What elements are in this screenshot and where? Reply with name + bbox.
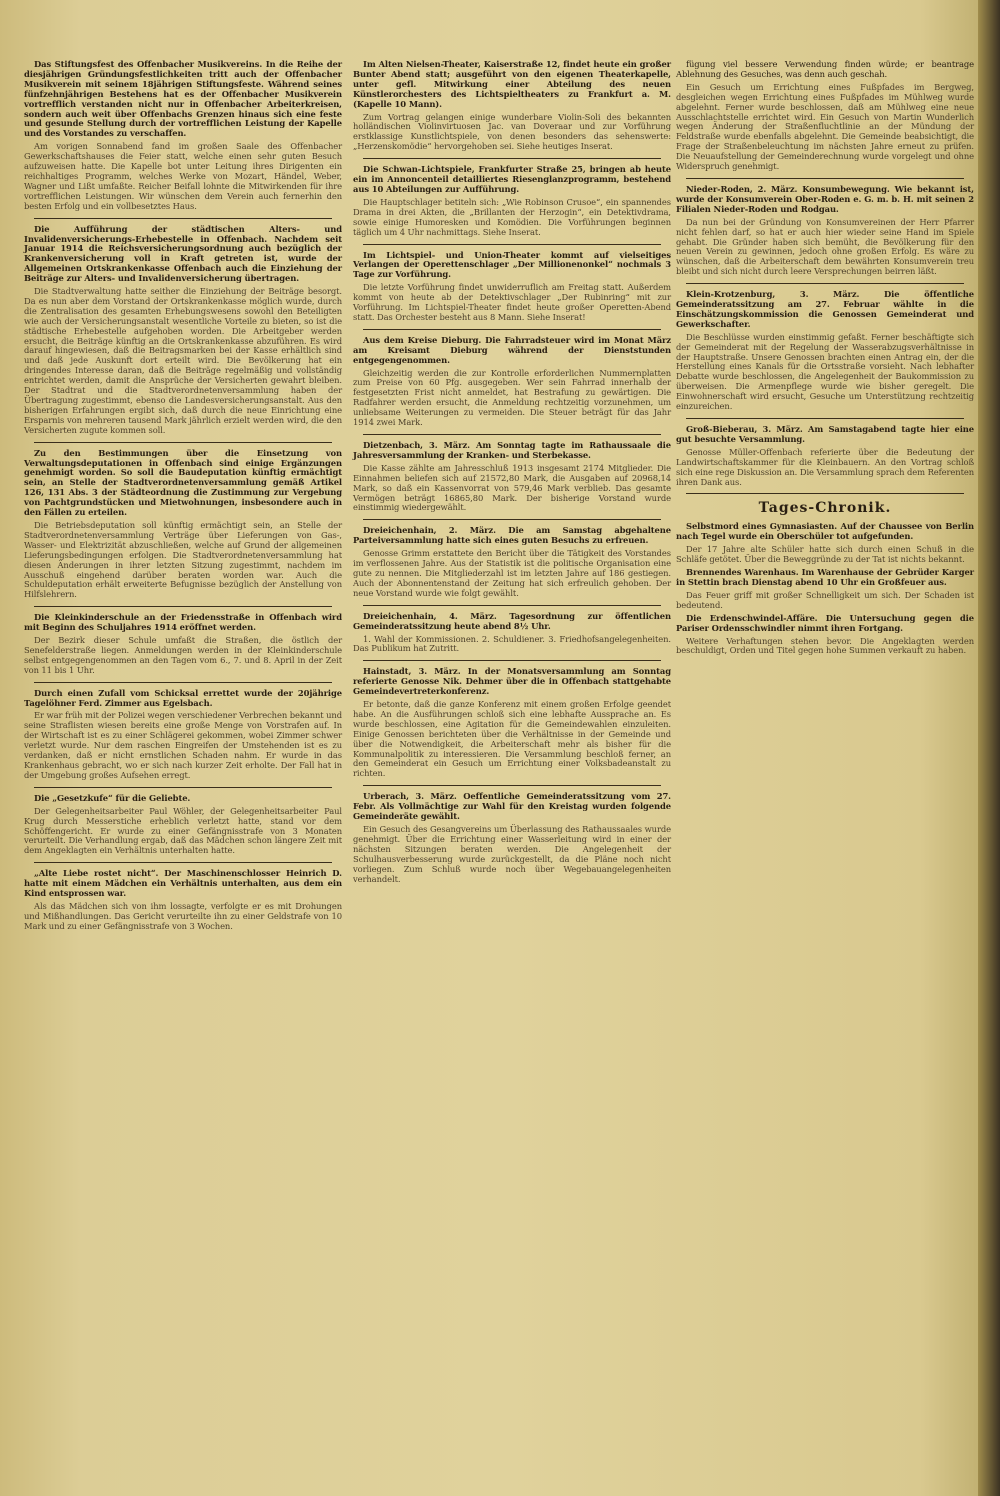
article-dreieichenhain-1-cont: Genosse Grimm erstattete den Bericht über die Tätigkeit des Vorstandes im verflossenen Jahre. Aus der Statistik ist die politische Organisation eine gute zu nennen. Die Mitgliederzahl ist im letzten Jahre auf 186 gestiegen. Auch der Abonnentenstand der Zeitung hat sich erfreulich gehoben. Der neue Vorstand wurde wie folgt gewählt. [353,548,671,598]
divider [363,660,661,661]
article-erdenschwindel-cont: Weitere Verhaftungen stehen bevor. Die Angeklagten werden beschuldigt, Orden und Titel gegen hohe Summen verkauft zu haben. [676,635,974,656]
divider [686,418,964,419]
article-dreieichenhain-1: Dreieichenhain, 2. März. Die am Samstag abgehaltene Parteiversammlung hatte sich eines guten Besuchs zu erfreuen. [353,525,671,546]
article-stiftungsfest-cont: Am vorigen Sonnabend fand im großen Saale des Offenbacher Gewerkschaftshauses die Feier statt, welche einen sehr guten Besuch aufzuweisen hatte. Die Kapelle bot unter Leitung ihres Dirigenten ein reichhaltiges Programm, welches Werke von Mozart, Händel, Weber, Wagner und Lißt umfaßte. Reicher Beifall lohnte die Mitwirkenden für ihre vortrefflichen Leistungen. Wir wünschen dem Verein auch fernerhin den besten Erfolg und ein vollbesetztes Haus. [24,141,342,211]
divider [34,606,332,607]
article-gross-bieberau: Groß-Bieberau, 3. März. Am Samstagabend tagte hier eine gut besuchte Versammlung. [676,424,974,444]
page-edge [978,0,1000,1496]
article-selbstmord-cont: Der 17 Jahre alte Schüler hatte sich durch einen Schuß in die Schläfe getötet. Über die Beweggründe zu der Tat ist nichts bekannt. [676,544,974,565]
column-3 [676,60,974,659]
article-kreis-dieburg-cont: Gleichzeitig werden die zur Kontrolle erforderlichen Nummernplatten zum Preise von 60 Pfg. ausgegeben. Wer sein Fahrrad innerhalb der festgesetzten Frist nicht anmeldet, hat Bestrafung zu gewärtigen. Die Radfahrer werden ersucht, die Anmeldung rechtzeitig vorzunehmen, um unliebsame Weiterungen zu vermeiden. Die Steuer beträgt für das Jahr 1914 zwei Mark. [353,367,671,428]
article-zufall-cont: Er war früh mit der Polizei wegen verschiedener Verbrechen bekannt und seine Straflisten wiesen bereits eine große Menge von Vorstrafen auf. In der Wirtschaft ist es zu einer Schlägerei gekommen, wobei Zimmer schwer verletzt wurde. Nur dem raschen Eingreifen der Umstehenden ist es zu verdanken, daß er nicht ernstlichen Schaden nahm. Er wurde in das Krankenhaus gebracht, wo er sich nach kurzer Zeit erholte. Der Fall hat in der Umgebung großes Aufsehen erregt. [24,710,342,780]
article-dreieichenhain-2-cont: 1. Wahl der Kommissionen. 2. Schuldiener. 3. Friedhofsangelegenheiten. Das Publikum hat Zutritt. [353,633,671,654]
article-erdenschwindel: Die Erdenschwindel-Affäre. Die Untersuchung gegen die Pariser Ordensschwindler nimmt ihren Fortgang. [676,612,974,633]
divider [34,442,332,443]
divider [34,862,332,863]
article-union-theater: Im Lichtspiel- und Union-Theater kommt auf vielseitiges Verlangen der Operettenschlager „Der Millionenonkel“ nochmals 3 Tage zur Vorführung. [353,249,671,280]
article-hainstadt-cont: Er betonte, daß die ganze Konferenz mit einem großen Erfolge geendet habe. An die Ausführungen schloß sich eine lebhafte Aussprache an. Es wurde beschlossen, eine Agitation für die Gemeindewahlen einzuleiten. Einige Genossen berichteten über die Verhältnisse in der Gemeinde und über die Notwendigkeit, die Arbeiterschaft mehr als bisher für die Kommunalpolitik zu interessieren. Die Versammlung beschloß ferner, an den Gemeinderat ein Gesuch um Errichtung einer Volksbadeanstalt zu richten. [353,699,671,779]
article-invalidenversicherung-cont: Die Stadtverwaltung hatte seither die Einziehung der Beiträge besorgt. Da es nun aber dem Vorstand der Ortskrankenkasse möglich wurde, durch die Zentralisation des gesamten Erhebungswesens sowohl den Beteiligten wie auch der Versicherungsanstalt wesentliche Vorteile zu bieten, so ist die städtische Erhebestelle aufgehoben worden. Die Arbeitgeber werden ersucht, die Beiträge künftig an die Ortskrankenkasse abzuführen. Es wird darauf hingewiesen, daß die Beitragsmarken bei der Kasse erhältlich sind und daß jede Auskunft dort erteilt wird. Die Bevölkerung hat ein dringendes Interesse daran, daß die Beiträge regelmäßig und vollständig entrichtet werden, damit die Ansprüche der Versicherten gewahrt bleiben. Der Stadtrat und die Stadtverordnetenversammlung haben der Übertragung zugestimmt, ebenso die Landesversicherungsanstalt. Aus den bisherigen Erfahrungen ergibt sich, daß durch die neue Einrichtung eine Ersparnis von mehreren tausend Mark jährlich erzielt werden wird, die den Versicherten zugute kommen soll. [24,286,342,435]
divider [686,493,964,494]
article-nieder-roden-cont: Da nun bei der Gründung von Konsumvereinen der Herr Pfarrer nicht fehlen darf, so hat er auch hier wieder seine Hand im Spiele gehabt. Die Gründer haben sich bemüht, die Bevölkerung für den neuen Verein zu gewinnen, jedoch ohne großen Erfolg. Es wäre zu wünschen, daß die Arbeiterschaft dem bewährten Konsumverein treu bleibt und sich nicht durch leere Versprechungen beirren läßt. [676,216,974,277]
article-zufall: Durch einen Zufall vom Schicksal errettet wurde der 20jährige Tagelöhner Ferd. Zimmer aus Egelsbach. [24,687,342,708]
article-kleinkinderschule-cont: Der Bezirk dieser Schule umfaßt die Straßen, die östlich der Senefelderstraße liegen. Anmeldungen werden in der Kleinkinderschule selbst entgegengenommen an den Tagen vom 6., 7. und 8. April in der Zeit von 11 bis 1 Uhr. [24,635,342,675]
article-warenhaus: Brennendes Warenhaus. Im Warenhause der Gebrüder Karger in Stettin brach Dienstag abend 10 Uhr ein Großfeuer aus. [676,567,974,587]
article-continued: fügung viel bessere Verwendung finden würde; er beantrage Ablehnung des Gesuches, was denn auch geschah. [676,59,974,79]
article-verwaltungsdeputationen: Zu den Bestimmungen über die Einsetzung von Verwaltungsdeputationen in Offenbach sind einige Ergänzungen genehmigt worden. So soll die Baudeputation künftig ermächtigt sein, an Stelle der Stadtverordnetenversammlung gemäß Artikel 126, 131 Abs. 3 der Städteordnung die Zustimmung zur Vergebung von Pachtgrundstücken und Mietwohnungen, insbesondere auch in den Fällen zu erteilen. [24,447,342,518]
article-klein-krotzenburg-cont: Die Beschlüsse wurden einstimmig gefaßt. Ferner beschäftigte sich der Gemeinderat mit der Regelung der Wasserabzugsverhältnisse in der Hauptstraße. Unsere Genossen brachten einen Antrag ein, der die Herstellung eines Kanals für die Ortsstraße vorsieht. Nach lebhafter Debatte wurde beschlossen, die Angelegenheit der Baukommission zu überweisen. Die Armenpflege wurde wie bisher geregelt. Die Einwohnerschaft wird ersucht, Gesuche um Unterstützung rechtzeitig einzureichen. [676,331,974,412]
divider [363,519,661,520]
article-urberach-cont: Ein Gesuch des Gesangvereins um Überlassung des Rathaussaales wurde genehmigt. Über die Errichtung einer Wasserleitung wird in einer der nächsten Sitzungen beraten werden. Die Angelegenheit der Schulhausverbesserung wurde zurückgestellt, da die Pläne noch nicht vorliegen. Zum Schluß wurde noch über Wegebauangelegenheiten verhandelt. [353,824,671,884]
article-nieder-roden: Nieder-Roden, 2. März. Konsumbewegung. Wie bekannt ist, wurde der Konsumverein Ober-Roden e. G. m. b. H. mit seinen 2 Filialen Nieder-Roden und Rodgau. [676,183,974,214]
divider [363,785,661,786]
section-title-tages-chronik: Tages-Chronik. [758,500,892,517]
article-union-theater-cont: Die letzte Vorführung findet unwiderruflich am Freitag statt. Außerdem kommt von heute ab der Detektivschlager „Der Rubinring“ mit zur Vorführung. Im Lichtspiel-Theater findet heute großer Operetten-Abend statt. Das Orchester besteht aus 8 Mann. Siehe Inserat! [353,282,671,322]
divider [34,682,332,683]
article-gross-bieberau-cont: Genosse Müller-Offenbach referierte über die Bedeutung der Landwirtschaftskammer für die Kleinbauern. An den Vortrag schloß sich eine rege Diskussion an. Die Versammlung sprach dem Referenten ihren Dank aus. [676,446,974,487]
article-gesetzkufe: Die „Gesetzkufe“ für die Geliebte. [34,792,191,803]
article-dietzenbach: Dietzenbach, 3. März. Am Sonntag tagte im Rathaussaale die Jahresversammlung der Kranken- und Sterbekasse. [353,440,671,460]
article-alte-liebe-cont: Als das Mädchen sich von ihm lossagte, verfolgte er es mit Drohungen und Mißhandlungen. Das Gericht verurteilte ihn zu einer Geldstrafe von 10 Mark und zu einer Gefängnisstrafe von 3 Wochen. [24,900,342,931]
article-nielsen-theater: Im Alten Nielsen-Theater, Kaiserstraße 12, findet heute ein großer Bunter Abend statt; ausgeführt von den eigenen Theaterkapelle, unter gefl. Mitwirkung einer Abteilung des neuen Künstlerorchesters des Lichtspieltheaters zu Frankfurt a. M. (Kapelle 10 Mann). [353,59,671,109]
divider [363,605,661,606]
article-warenhaus-cont: Das Feuer griff mit großer Schnelligkeit um sich. Der Schaden ist bedeutend. [676,589,974,610]
divider [363,158,661,159]
article-schwan-lichtspiele: Die Schwan-Lichtspiele, Frankfurter Straße 25, bringen ab heute ein im Annoncenteil detailliertes Riesenglanzprogramm, bestehend aus 10 Abteilungen zur Aufführung. [353,164,671,194]
column-2 [353,60,671,887]
divider [363,244,661,245]
divider [686,283,964,284]
divider [34,787,332,788]
article-gesetzkufe-cont: Der Gelegenheitsarbeiter Paul Wöhler, der Gelegenheitsarbeiter Paul Krug durch Messerstiche erheblich verletzt hatte, stand vor dem Schöffengericht. Er wurde zu einer Gefängnisstrafe von 3 Monaten verurteilt. Die Verhandlung ergab, daß das Mädchen schon längere Zeit mit dem Angeklagten ein Verhältnis unterhalten hatte. [24,805,342,856]
article-urberach: Urberach, 3. März. Oeffentliche Gemeinderatssitzung vom 27. Febr. Als Vollmächtige zur Wahl für den Kreistag wurden folgende Gemeinderäte gewählt. [353,791,671,822]
article-stiftungsfest: Das Stiftungsfest des Offenbacher Musikvereins. In die Reihe der diesjährigen Gründungsfestlichkeiten tritt auch der Offenbacher Musikverein mit seinem 18jährigen Stiftungsfeste. Während seines fünfzehnjährigen Bestehens hat es der Offenbacher Musikverein vortrefflich verstanden nicht nur in Offenbacher Arbeiterkreisen, sondern auch weit über Offenbachs Grenzen hinaus sich eine feste und gesunde Stellung durch der vortrefflichen Leistung der Kapelle und des Vorstandes zu verschaffen. [24,59,342,139]
article-nielsen-theater-cont: Zum Vortrag gelangen einige wunderbare Violin-Soli des bekannten holländischen Violinvirtuosen Jac. van Doveraar und zur Vorführung erstklassige Kunstlichtspiele, von denen besonders das sehenswerte: „Herzenskomödie“ hervorgehoben sei. Siehe heutiges Inserat. [353,111,671,152]
divider [363,434,661,435]
divider [686,178,964,179]
article-klein-krotzenburg: Klein-Krotzenburg, 3. März. Die öffentliche Gemeinderatssitzung am 27. Februar wählte in die Einschätzungskommission die Genossen Gemeinderat und Gewerkschafter. [676,289,974,329]
article-alte-liebe: „Alte Liebe rostet nicht“. Der Maschinenschlosser Heinrich D. hatte mit einem Mädchen ein Verhältnis unterhalten, aus dem ein Kind entsprossen war. [24,868,342,899]
article-continued-cont: Ein Gesuch um Errichtung eines Fußpfades im Bergweg, desgleichen wegen Errichtung eines Fußpfades im Mühlweg wurde abgelehnt. Ferner wurde beschlossen, daß am Mühlweg eine neue Ausschlachtstelle errichtet wird. Ein Gesuch von Martin Wunderlich wegen Änderung der Straßenfluchtlinie an der Mündung der Feldstraße wurde ebenfalls abgelehnt. Die Gemeinde beabsichtigt, die Frage der Straßenbeleuchtung im nächsten Jahre erneut zu prüfen. Die Neuaufstellung der Gemeinderechnung wurde vorgelegt und ohne Widerspruch genehmigt. [676,81,974,172]
article-kreis-dieburg: Aus dem Kreise Dieburg. Die Fahrradsteuer wird im Monat März am Kreisamt Dieburg während der Dienststunden entgegengenommen. [353,334,671,365]
article-dietzenbach-cont: Die Kasse zählte am Jahresschluß 1913 insgesamt 2174 Mitglieder. Die Einnahmen beliefen sich auf 21572,80 Mark, die Ausgaben auf 20968,14 Mark, so daß ein Kassenvorrat von 579,46 Mark verblieb. Das gesamte Vermögen beträgt 16865,80 Mark. Der bisherige Vorstand wurde einstimmig wiedergewählt. [353,462,671,513]
article-invalidenversicherung: Die Aufführung der städtischen Alters- und Invalidenversicherungs-Erhebestelle in Offenbach. Nachdem seit Januar 1914 die Reichsversicherungsordnung auch bezüglich der Krankenversicherung voll in Kraft getreten ist, wurde der Allgemeinen Ortskrankenkasse Offenbach auch die Einziehung der Beiträge zur Alters- und Invalidenversicherung übertragen. [24,223,342,284]
divider [363,329,661,330]
article-verwaltungsdeputationen-cont: Die Betriebsdeputation soll künftig ermächtigt sein, an Stelle der Stadtverordnetenversammlung Verträge über Lieferungen von Gas-, Wasser- und Elektrizität abzuschließen, welche auf Grund der allgemeinen Lieferungsbedingungen erfolgen. Die Stadtverordnetenversammlung hat diesen Änderungen in ihrer letzten Sitzung zugestimmt, nachdem im Ausschuß eingehend darüber beraten worden war. Auch die Schuldeputation erhält erweiterte Befugnisse bezüglich der Anstellung von Hilfslehrern. [24,519,342,600]
column-1 [24,60,342,935]
article-dreieichenhain-2: Dreieichenhain, 4. März. Tagesordnung zur öffentlichen Gemeinderatssitzung heute abend 8½ Uhr. [353,610,671,631]
divider [34,218,332,219]
article-schwan-lichtspiele-cont: Die Hauptschlager betiteln sich: „Wie Robinson Crusoe“, ein spannendes Drama in drei Akten, die „Brillanten der Herzogin“, ein Detektivdrama, sowie einige Humoresken und Komödien. Die Vorführungen beginnen täglich um 4 Uhr nachmittags. Siehe Inserat. [353,196,671,237]
article-selbstmord: Selbstmord eines Gymnasiasten. Auf der Chaussee von Berlin nach Tegel wurde ein Oberschüler tot aufgefunden. [676,521,974,542]
article-hainstadt: Hainstadt, 3. März. In der Monatsversammlung am Sonntag referierte Genosse Nik. Dehmer über die in Offenbach stattgehabte Gemeindevertreterkonferenz. [353,666,671,697]
article-kleinkinderschule: Die Kleinkinderschule an der Friedensstraße in Offenbach wird mit Beginn des Schuljahres 1914 eröffnet werden. [24,612,342,633]
